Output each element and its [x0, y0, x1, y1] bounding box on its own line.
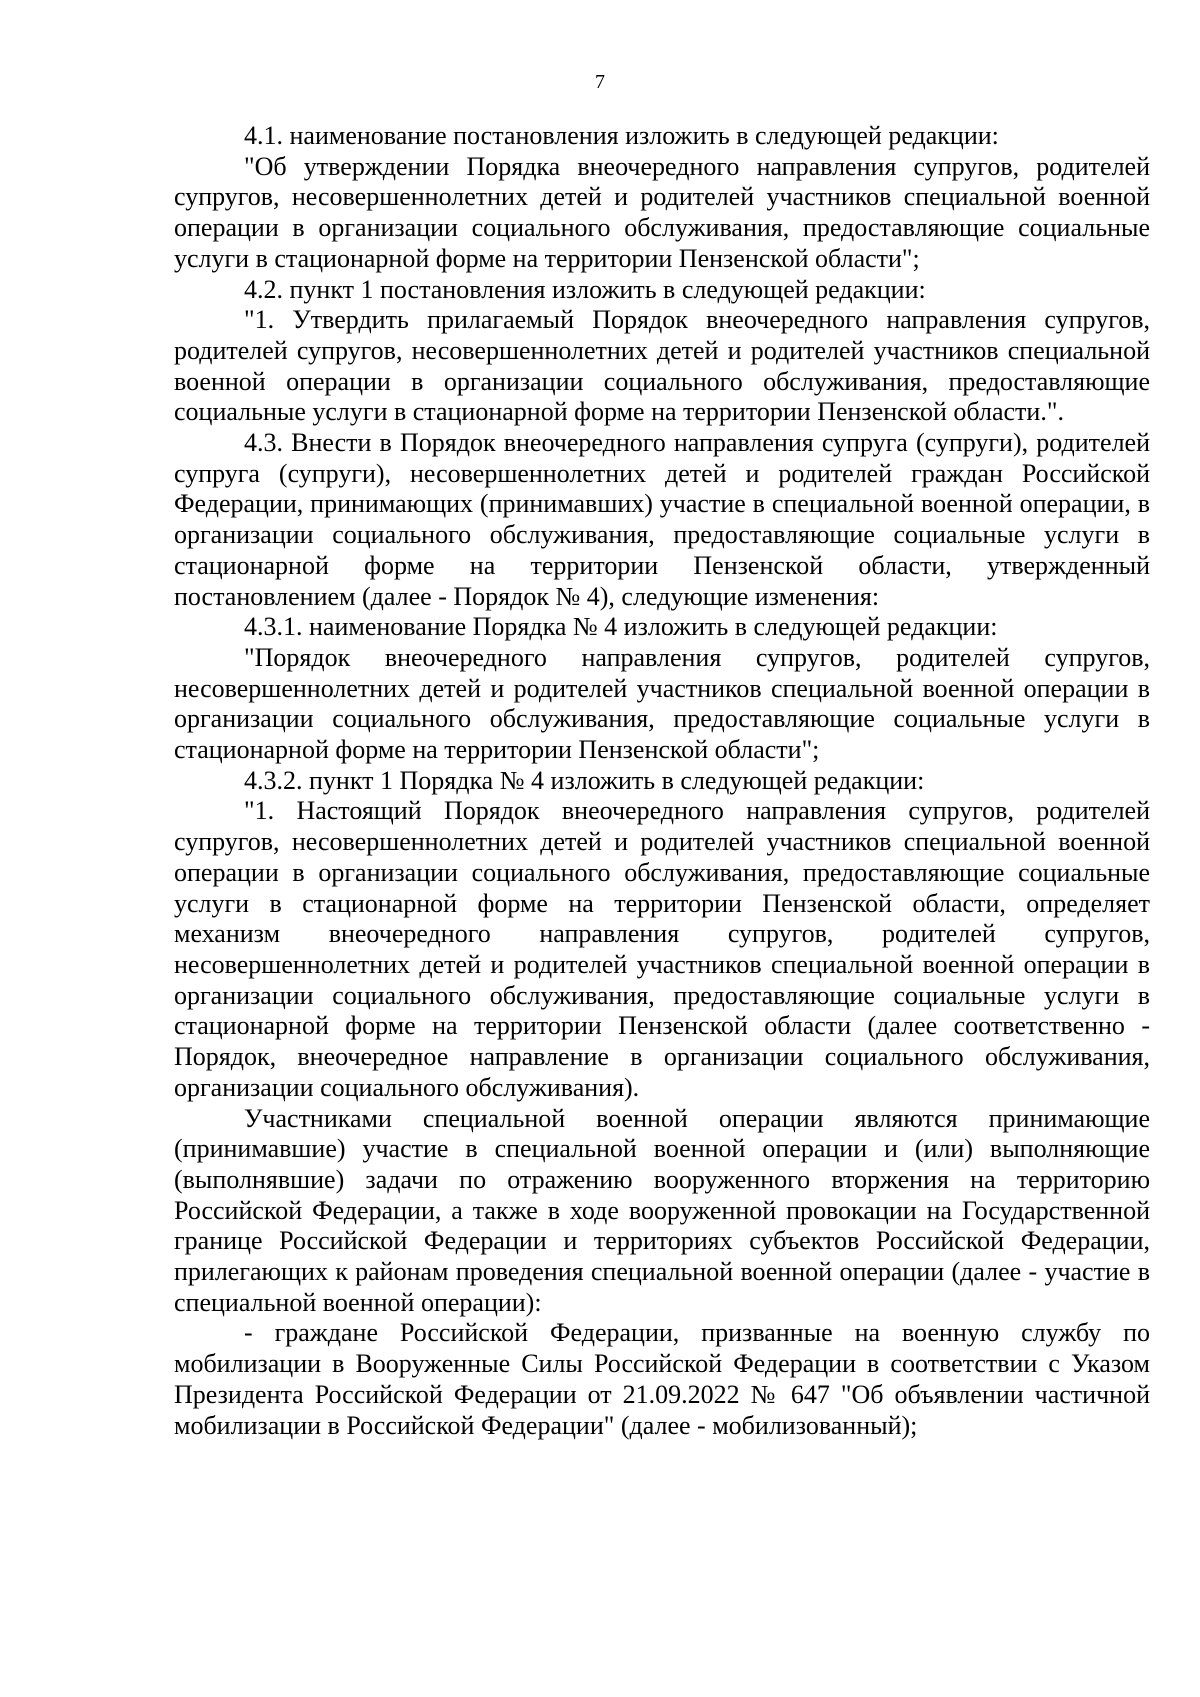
paragraph-4-1-heading: 4.1. наименование постановления изложить в следующей редакции:: [244, 121, 999, 150]
paragraph-4-3-2-text: "1. Настоящий Порядок внеочередного направления супругов, родителей супругов, несовершеннолетних детей и родителей участников специальной военной операции в организации социального обслуживания, предоставляющие социальные услуги в стационарной форме на территории Пензенской области, определяет механизм внеочередного направления супругов, родителей супругов, несовершеннолетних детей и родителей участников специальной военной операции в организации социального обслуживания, предоставляющие социальные услуги в стационарной форме на территории Пензенской области (далее соответственно - Порядок, внеочередное направление в организации социального обслуживания, организации социального обслуживания).: [174, 796, 1150, 1102]
paragraph-4-2-text: "1. Утвердить прилагаемый Порядок внеочередного направления супругов, родителей супругов, несовершеннолетних детей и родителей участников специальной военной операции в организации социального обслуживания, предоставляющие социальные услуги в стационарной форме на территории Пензенской области.".: [174, 305, 1150, 427]
paragraph-4-3-1-heading: 4.3.1. наименование Порядка № 4 изложить в следующей редакции:: [244, 612, 998, 642]
paragraph-mobilized: - граждане Российской Федерации, призванные на военную службу по мобилизации в Вооруженные Силы Российской Федерации в соответствии с Указом Президента Российской Федерации от 21.09.2022 № 647 "Об объявлении частичной мобилизации в Российской Федерации" (далее - мобилизованный);: [174, 1318, 1150, 1440]
paragraph-4-2-heading: 4.2. пункт 1 постановления изложить в следующей редакции:: [244, 274, 926, 304]
paragraph-4-3: 4.3. Внести в Порядок внеочередного направления супруга (супруги), родителей супруга (супруги), несовершеннолетних детей и родителей граждан Российской Федерации, принимающих (принимавших) участие в специальной военной операции, в организации социального обслуживания, предоставляющие социальные услуги в стационарной форме на территории Пензенской области, утвержденный постановлением (далее - Порядок № 4), следующие изменения:: [174, 428, 1150, 611]
document-body: [174, 121, 1150, 1441]
paragraph-participants: Участниками специальной военной операции являются принимающие (принимавшие) участие в специальной военной операции и (или) выполняющие (выполнявшие) задачи по отражению вооруженного вторжения на территорию Российской Федерации, а также в ходе вооруженной провокации на Государственной границе Российской Федерации и территориях субъектов Российской Федерации, прилегающих к районам проведения специальной военной операции (далее - участие в специальной военной операции):: [174, 1103, 1150, 1317]
paragraph-4-1-text: "Об утверждении Порядка внеочередного направления супругов, родителей супругов, несовершеннолетних детей и родителей участников специальной военной операции в организации социального обслуживания, предоставляющие социальные услуги в стационарной форме на территории Пензенской области";: [174, 151, 1150, 273]
paragraph-4-3-1-text: "Порядок внеочередного направления супругов, родителей супругов, несовершеннолетних детей и родителей участников специальной военной операции в организации социального обслуживания, предоставляющие социальные услуги в стационарной форме на территории Пензенской области";: [174, 642, 1150, 765]
page-number: 7: [595, 71, 605, 93]
paragraph-4-3-2-heading: 4.3.2. пункт 1 Порядка № 4 изложить в следующей редакции:: [244, 765, 925, 795]
